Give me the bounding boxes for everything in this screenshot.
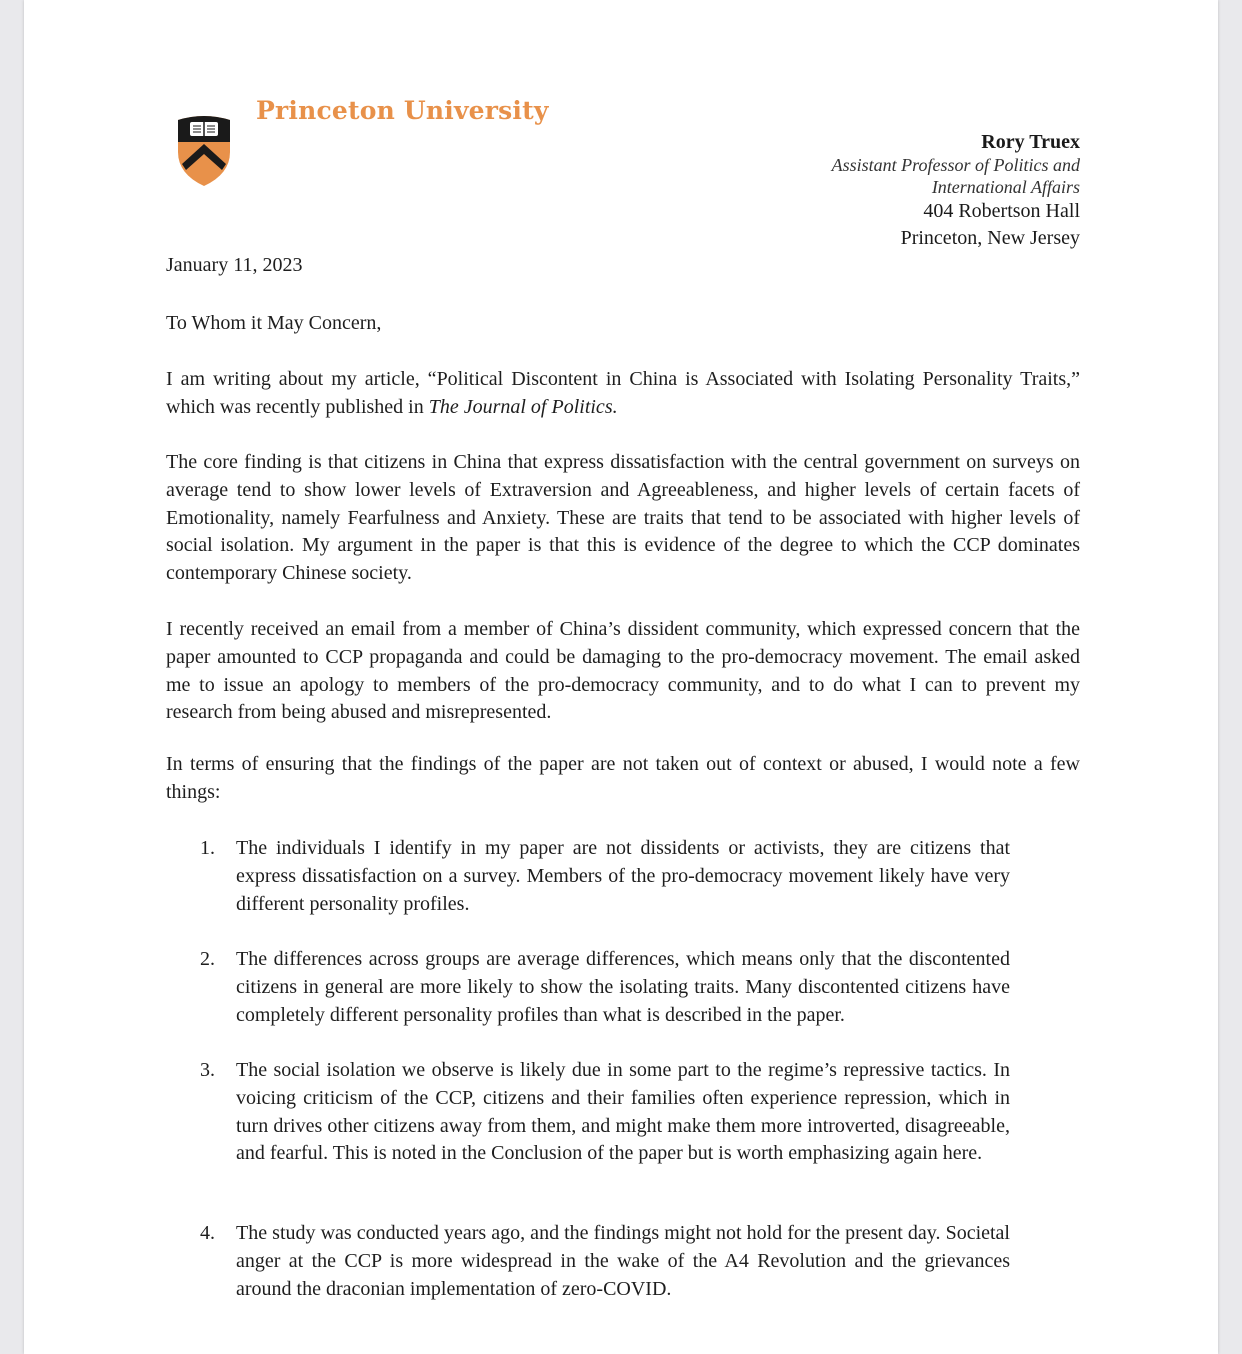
list-item [166,1057,1010,1168]
letter-date: January 11, 2023 [166,254,303,276]
list-number: 4. [200,1222,215,1244]
sender-title-line1: Assistant Professor of Politics and [831,155,1080,175]
paragraph-notes-intro: In terms of ensuring that the findings of the paper are not taken out of context or abused, I would note a few things: [166,753,1080,803]
paragraph-intro-text: I am writing about my article, “Political Discontent in China is Associated with Isolating Personality Traits,” which was recently published in [166,368,1080,418]
list-item-text: The differences across groups are average differences, which means only that the discontented citizens in general are more likely to show the isolating traits. Many discontented citizens have completely different personality profiles than what is described in the paper. [236,948,1010,1026]
university-name: Princeton University [256,96,549,125]
sender-address-line2: Princeton, New Jersey [900,227,1080,249]
list-item [166,946,1010,1029]
sender-block [832,130,1080,252]
paragraph-intro [166,366,1080,422]
salutation: To Whom it May Concern, [166,312,382,334]
list-number: 1. [200,837,215,859]
sender-title-line2: International Affairs [931,177,1080,197]
sender-address-line1: 404 Robertson Hall [923,200,1080,222]
paragraph-email: I recently received an email from a member of China’s dissident community, which expressed concern that the paper amounted to CCP propaganda and could be damaging to the pro-democracy movement. The email asked me to issue an apology to members of the pro-democracy community, and to do what I can to prevent my research from being abused and misrepresented. [166,618,1080,724]
sender-name: Rory Truex [981,131,1080,153]
princeton-shield-icon [172,108,236,188]
list-number: 3. [200,1059,215,1081]
list-item [166,1220,1010,1303]
journal-title: The Journal of Politics. [428,395,618,418]
list-item-text: The social isolation we observe is likely due in some part to the regime’s repressive tactics. In voicing criticism of the CCP, citizens and their families often experience repression, which in turn drives other citizens away from them, and might make them more introverted, disagreeable, and fearful. This is noted in the Conclusion of the paper but is worth emphasizing again here. [236,1059,1010,1165]
list-item-text: The study was conducted years ago, and the findings might not hold for the present day. Societal anger at the CCP is more widespread in the wake of the A4 Revolution and the grievances around the draconian implementation of zero-COVID. [236,1222,1010,1300]
list-item [166,835,1010,918]
paragraph-finding: The core finding is that citizens in China that express dissatisfaction with the central government on surveys on average tend to show lower levels of Extraversion and Agreeableness, and higher levels of certain facets of Emotionality, namely Fearfulness and Anxiety. These are traits that tend to be associated with higher levels of social isolation. My argument in the paper is that this is evidence of the degree to which the CCP dominates contemporary Chinese society. [166,451,1080,585]
letter-page [24,0,1218,1354]
list-item-text: The individuals I identify in my paper are not dissidents or activists, they are citizens that express dissatisfaction on a survey. Members of the pro-democracy movement likely have very different personality profiles. [236,837,1010,915]
list-number: 2. [200,948,215,970]
